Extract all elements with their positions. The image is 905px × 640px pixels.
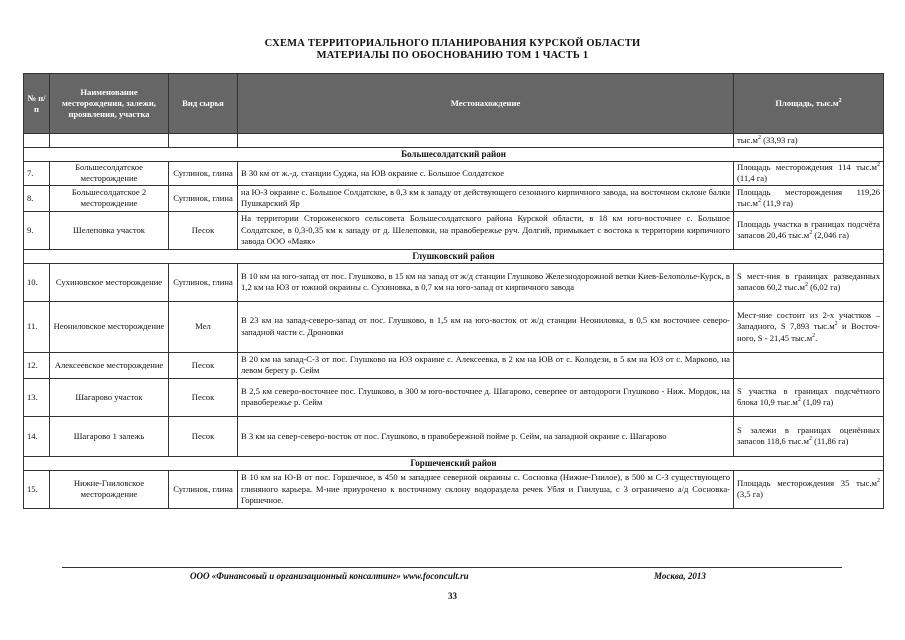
carryover-area: $тыс.м^2$ (33,93 га) — [734, 134, 884, 148]
column-header-type: Вид сырья — [169, 74, 238, 134]
district-row-bolshesoldatsky: Большесолдатский район — [24, 148, 884, 162]
table-row: 14. Шагарово 1 залежь Песок В 3 км на север-северо-восток от пос. Глушково, в правобережной пойме р. Сейм, на западной окраине с. Шагарово S залежи в границах оценённых запасов 118,6 $тыс.м^2$ (11,86 га) — [24, 416, 884, 456]
footer-org: ООО «Финансовый и организационный консалтинг» www.foconcult.ru — [190, 571, 469, 581]
document-title — [0, 38, 905, 62]
table-row: 9. Шелеповка участок Песок На территории Стороженского сельсовета Большесолдатского района Курской области, в 18 км юго-восточнее с. Большое Солдатское, в 0,3-0,35 км к западу от д. Шелеповки, на правобережье руч. Долгий, примыкает с востока к территории кирпичного завода ООО «Маяк» Площадь участка в границах подсчёта запасов 20,46 $тыс.м^2$ (2,046 га) — [24, 211, 884, 249]
table-row: 15. Нижне-Гниловское месторождение Суглинок, глина В 10 км на Ю-В от пос. Горшечное, в 450 м западнее северной окраины с. Сосновка (Нижне-Гнилое), в 500 м С-З существующего глиняного карьера. М-ние приурочено к восточному склону водораздела речек Убля и Гнилуша, с 3 ограничено а/д Сосновка-Горшечное. Площадь месторождения 35 $тыс.м^2$ (3,5 га) — [24, 470, 884, 508]
table-row: 11. Неониловское месторождение Мел В 23 км на запад-северо-запад от пос. Глушково, в 1,5 км на юго-восток от ж/д станции Неониловка, в 0,5 км восточнее северо-западной части с. Дроновки Мест-ние состоит из 2-х участков – Западного, S 7,893 $тыс.м^2$ и Восточ-ного, S - 21,45 $тыс.м^2$. — [24, 301, 884, 352]
page-number: 33 — [448, 591, 457, 601]
table-row: 8. Большесолдатское 2 месторождение Суглинок, глина на Ю-З окраине с. Большое Солдатское, в 0,3 км к западу от действующего сезонного кирпичного завода, на восточном склоне балки Пушкарский Яр Площадь месторождения 119,26 $тыс.м^2$ (11,9 га) — [24, 185, 884, 211]
title-line-2: МАТЕРИАЛЫ ПО ОБОСНОВАНИЮ ТОМ 1 ЧАСТЬ 1 — [316, 50, 589, 61]
deposits-table — [23, 73, 884, 509]
table-row: 7. Большесолдатское месторождение Суглинок, глина В 30 км от ж.-д. станции Суджа, на ЮВ окраине с. Большое Солдатское Площадь месторождения 114 $тыс.м^2$ (11,4 га) — [24, 162, 884, 186]
district-row-glushkovsky: Глушковский район — [24, 249, 884, 263]
footer-city-year: Москва, 2013 — [654, 571, 706, 581]
footer-divider — [62, 567, 842, 568]
column-header-number: № п/п — [24, 74, 50, 134]
table-row: 13. Шагарово участок Песок В 2,5 км северо-восточнее пос. Глушково, в 300 м юго-восточнее д. Шагарово, северпее от автодороги Глушково - Ниж. Мордок, на правобережье р. Сейм S участка в границах подсчётного блока 10,9 $тыс.м^2$ (1,09 га) — [24, 378, 884, 416]
district-row-gorshechensky: Горшеченский район — [24, 456, 884, 470]
column-header-name: Наименование месторождения, залежи, проявления, участка — [50, 74, 169, 134]
table-row: 12. Алексеевское месторождение Песок В 20 км на запад-С-З от пос. Глушково на ЮЗ окраине с. Алексеевка, в 2 км на ЮВ от с. Колодези, в 5 км на ЮЗ от с. Марково, на левом берегу р. Сейм — [24, 352, 884, 378]
column-header-location: Местонахождение — [238, 74, 734, 134]
table-row-carryover — [24, 134, 884, 148]
table-row: 10. Сухиновское месторождение Суглинок, глина В 10 км на юго-запад от пос. Глушково, в 15 км на запад от ж/д станции Глушково Железнодорожной ветки Киев-Белополье-Курск, в 1,2 км на ЮЗ от южной окраины с. Сухиновка, в 0,7 км на юго-запад от кирпичного завода S мест-ния в границах разведанных запасов 60,2 $тыс.м^2$ (6,02 га) — [24, 263, 884, 301]
title-line-1: СХЕМА ТЕРРИТОРИАЛЬНОГО ПЛАНИРОВАНИЯ КУРСКОЙ ОБЛАСТИ — [264, 38, 641, 49]
column-header-area: Площадь, $тыс.м^2$ — [734, 74, 884, 134]
table-header-row — [24, 74, 884, 134]
